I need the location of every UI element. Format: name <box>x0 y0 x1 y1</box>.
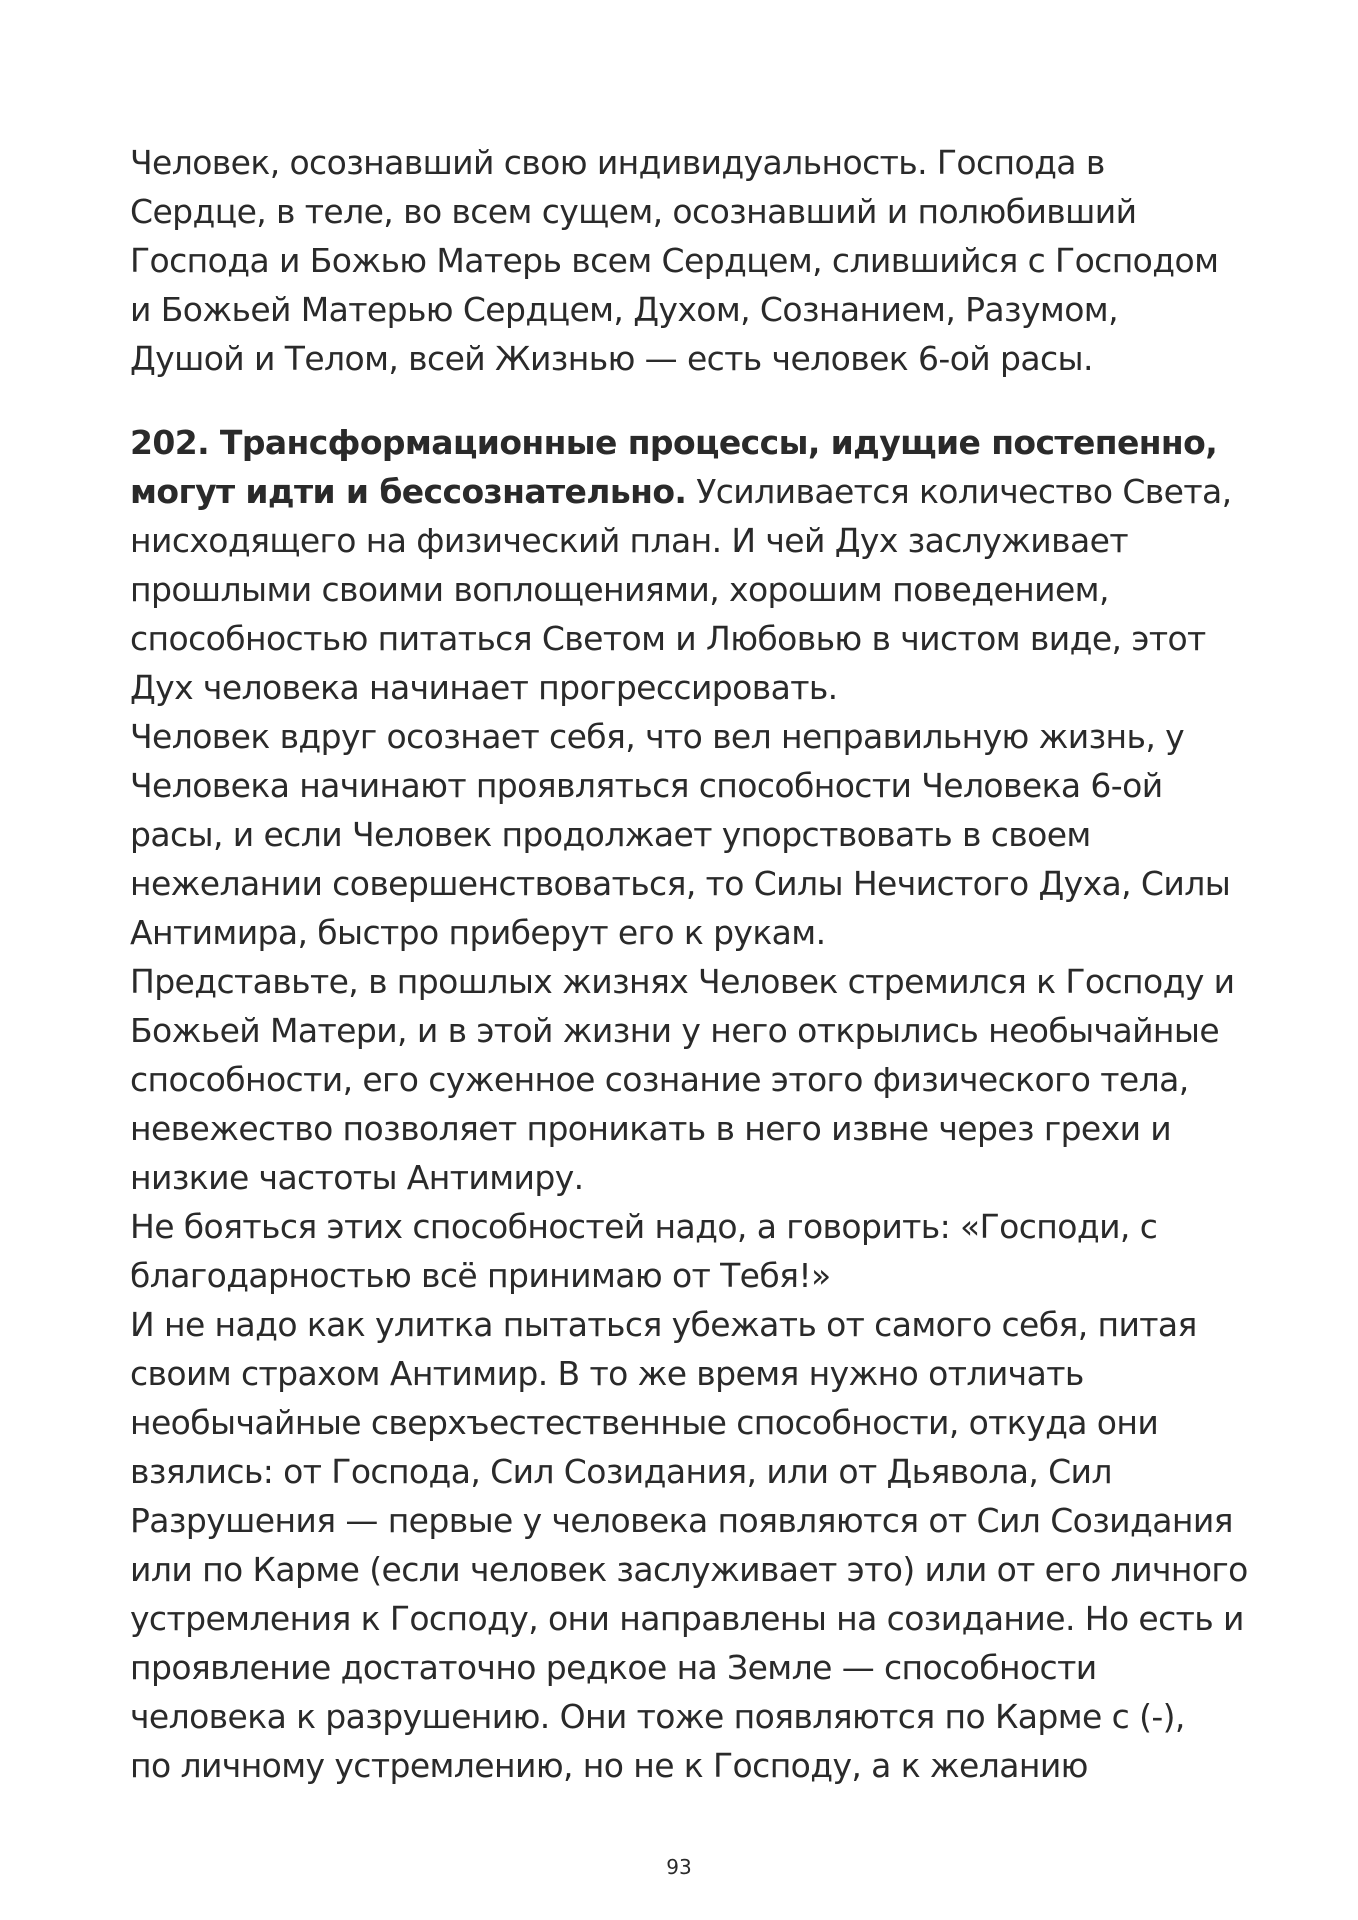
text-line: необычайные сверхъестественные способности, откуда они <box>130 1403 1159 1442</box>
text-line: расы, и если Человек продолжает упорствовать в своем <box>130 815 1091 854</box>
text-line: взялись: от Господа, Сил Созидания, или от Дьявола, Сил <box>130 1452 1112 1491</box>
text-line: невежество позволяет проникать в него извне через грехи и <box>130 1109 1172 1148</box>
text-line: Человек, осознавший свою индивидуальность. Господа в <box>130 143 1105 182</box>
text-line: Человек вдруг осознает себя, что вел неправильную жизнь, у <box>130 717 1185 756</box>
text-line: нежелании совершенствоваться, то Силы Нечистого Духа, Силы <box>130 864 1231 903</box>
text-line: Человека начинают проявляться способности Человека 6-ой <box>130 766 1163 805</box>
text-line: прошлыми своими воплощениями, хорошим поведением, <box>130 570 1109 609</box>
text-line: своим страхом Антимир. В то же время нужно отличать <box>130 1354 1084 1393</box>
text-line: способностью питаться Светом и Любовью в чистом виде, этот <box>130 619 1206 658</box>
text-line: Сердце, в теле, во всем сущем, осознавший и полюбивший <box>130 192 1137 231</box>
text-line: Божьей Матери, и в этой жизни у него открылись необычайные <box>130 1011 1220 1050</box>
text-line: благодарностью всё принимаю от Тебя!» <box>130 1256 831 1295</box>
text-line: или по Карме (если человек заслуживает это) или от его личного <box>130 1550 1248 1589</box>
page-number: 93 <box>666 1855 692 1879</box>
text-line: Дух человека начинает прогрессировать. <box>130 668 838 707</box>
paragraph-gap <box>130 383 1240 418</box>
text-line: по личному устремлению, но не к Господу, а к желанию <box>130 1746 1088 1785</box>
text-line: Представьте, в прошлых жизнях Человек стремился к Господу и <box>130 962 1235 1001</box>
text-line: И не надо как улитка пытаться убежать от самого себя, питая <box>130 1305 1197 1344</box>
page-body <box>130 138 1248 1790</box>
text-line: человека к разрушению. Они тоже появляются по Карме с (-), <box>130 1697 1185 1736</box>
text-run: Усиливается количество Света, <box>686 472 1232 511</box>
text-line: способности, его суженное сознание этого физического тела, <box>130 1060 1189 1099</box>
text-line: Душой и Телом, всей Жизнью — есть человек 6-ой расы. <box>130 339 1093 378</box>
section-heading-end: могут идти и бессознательно. <box>130 472 687 511</box>
text-line: Господа и Божью Матерь всем Сердцем, слившийся с Господом <box>130 241 1219 280</box>
text-line: низкие частоты Антимиру. <box>130 1158 584 1197</box>
text-line: нисходящего на физический план. И чей Дух заслуживает <box>130 521 1128 560</box>
text-line: проявление достаточно редкое на Земле — способности <box>130 1648 1097 1687</box>
section-heading: 202. Трансформационные процессы, идущие постепенно, <box>130 423 1218 462</box>
text-line <box>130 467 1240 516</box>
text-line: Разрушения — первые у человека появляются от Сил Созидания <box>130 1501 1233 1540</box>
section-202 <box>130 418 1248 1790</box>
text-line: Антимира, быстро приберут его к рукам. <box>130 913 826 952</box>
text-line: и Божьей Матерью Сердцем, Духом, Сознанием, Разумом, <box>130 290 1118 329</box>
text-line: Не бояться этих способностей надо, а говорить: «Господи, с <box>130 1207 1158 1246</box>
intro-paragraph <box>130 138 1240 383</box>
text-line: устремления к Господу, они направлены на созидание. Но есть и <box>130 1599 1244 1638</box>
